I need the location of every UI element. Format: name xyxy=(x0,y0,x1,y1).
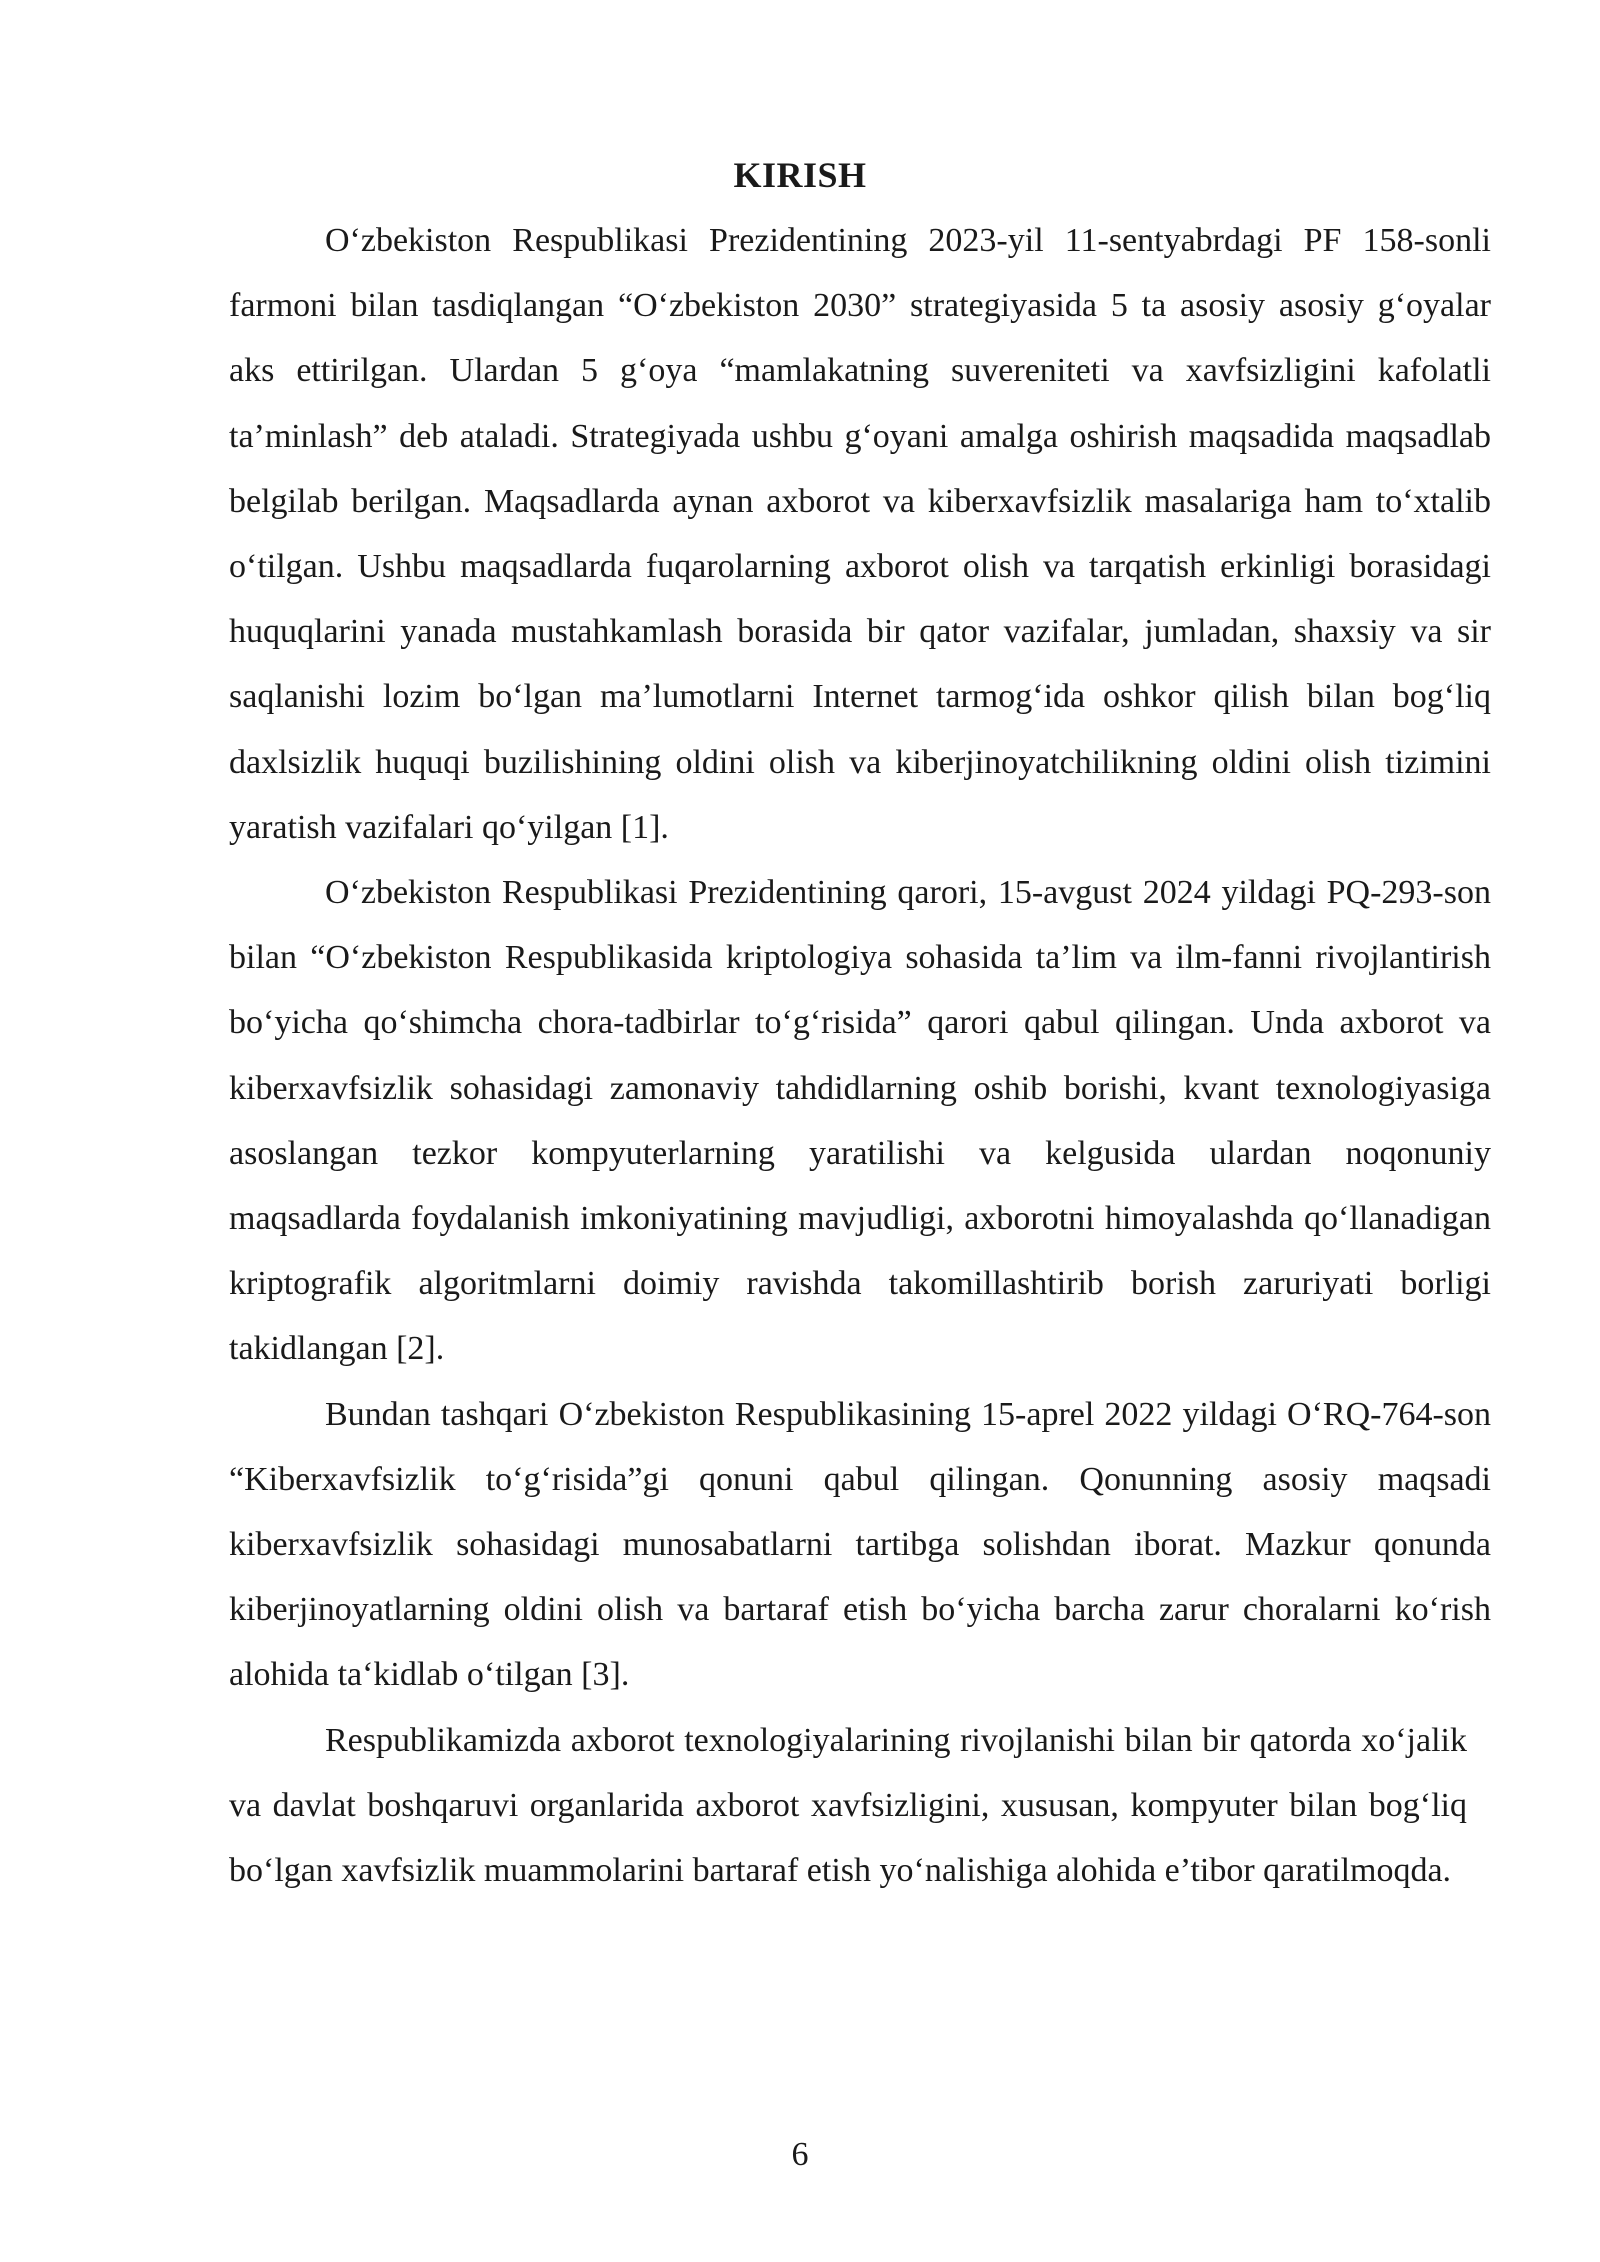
paragraph-1: O‘zbekiston Respublikasi Prezidentining 2023-yil 11-sentyabrdagi PF 158-sonli farmoni bilan tasdiqlangan “O‘zbekiston 2030” strategiyasida 5 ta asosiy asosiy g‘oyalar aks ettirilgan. Ulardan 5 g‘oya “mamlakatning suvereniteti va xavfsizligini kafolatli ta’minlash” deb ataladi. Strategiyada ushbu g‘oyani amalga oshirish maqsadida maqsadlab belgilab berilgan. Maqsadlarda aynan axborot va kiberxavfsizlik masalariga ham to‘xtalib o‘tilgan. Ushbu maqsadlarda fuqarolarning axborot olish va tarqatish erkinligi borasidagi huquqlarini yanada mustahkamlash borasida bir qator vazifalar, jumladan, shaxsiy va sir saqlanishi lozim bo‘lgan ma’lumotlarni Internet tarmog‘ida oshkor qilish bilan bog‘liq daxlsizlik huquqi buzilishining oldini olish va kiberjinoyatchilikning oldini olish tizimini yaratish vazifalari qo‘yilgan [1]. xyxy=(229,222,1491,846)
paragraph-2: O‘zbekiston Respublikasi Prezidentining qarori, 15-avgust 2024 yildagi PQ-293-son bilan “O‘zbekiston Respublikasida kriptologiya sohasida ta’lim va ilm-fanni rivojlantirish bo‘yicha qo‘shimcha chora-tadbirlar to‘g‘risida” qarori qabul qilingan. Unda axborot va kiberxavfsizlik sohasidagi zamonaviy tahdidlarning oshib borishi, kvant texnologiyasiga asoslangan tezkor kompyuterlarning yaratilishi va kelgusida ulardan noqonuniy maqsadlarda foydalanish imkoniyatining mavjudligi, axborotni himoyalashda qo‘llanadigan kriptografik algoritmlarni doimiy ravishda takomillashtirib borish zaruriyati borligi takidlangan [2]. xyxy=(229,874,1491,1368)
section-heading: KIRISH xyxy=(733,155,867,195)
paragraph-4: Respublikamizda axborot texnologiyalarining rivojlanishi bilan bir qatorda xo‘jalik va davlat boshqaruvi organlarida axborot xavfsizligini, xususan, kompyuter bilan bog‘liq bo‘lgan xavfsizlik muammolarini bartaraf etish yo‘nalishiga alohida e’tibor qaratilmoqda. xyxy=(229,1721,1467,1890)
paragraph-3: Bundan tashqari O‘zbekiston Respublikasining 15-aprel 2022 yildagi O‘RQ-764-son “Kiberxavfsizlik to‘g‘risida”gi qonuni qabul qilingan. Qonunning asosiy maqsadi kiberxavfsizlik sohasidagi munosabatlarni tartibga solishdan iborat. Mazkur qonunda kiberjinoyatlarning oldini olish va bartaraf etish bo‘yicha barcha zarur choralarni ko‘rish alohida ta‘kidlab o‘tilgan [3]. xyxy=(229,1395,1491,1694)
page-number: 6 xyxy=(791,2136,809,2173)
body-text xyxy=(229,208,1491,1903)
